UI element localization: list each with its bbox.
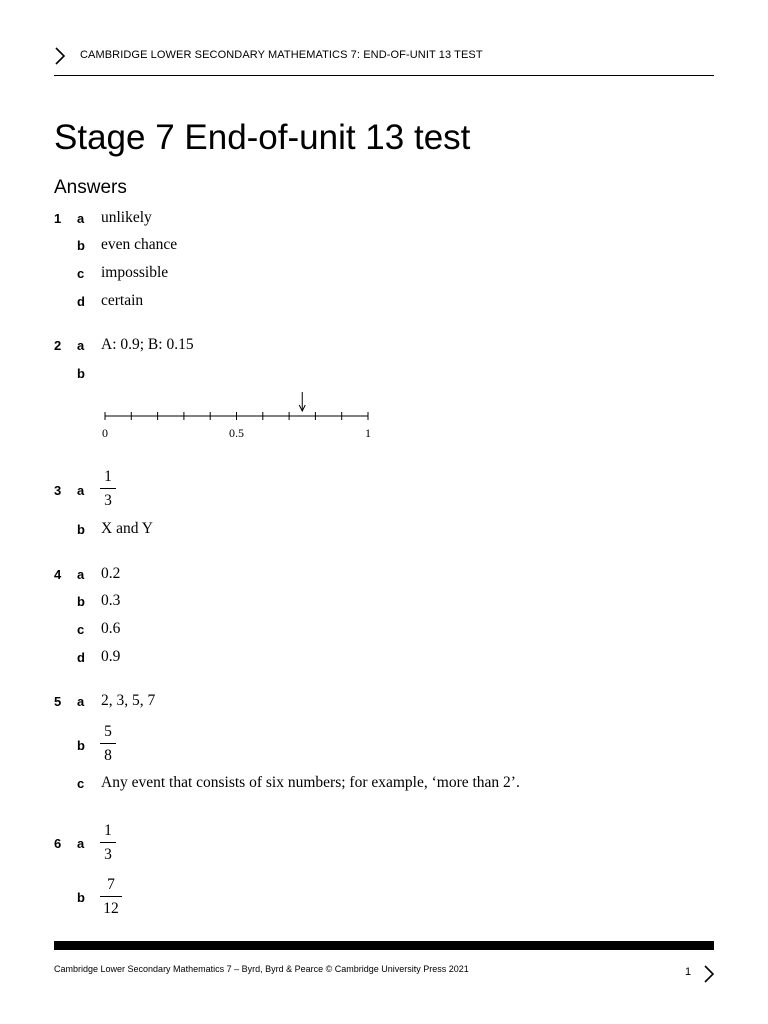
fraction (100, 723, 116, 765)
answer-text: impossible (101, 264, 169, 281)
page-number: 1 (685, 966, 692, 978)
answer-text: 0.6 (101, 620, 121, 637)
tick-label: 0 (102, 426, 108, 440)
answer-text: 0.9 (101, 648, 121, 665)
part-label: d (77, 294, 85, 309)
footer-rule (54, 941, 714, 950)
fraction-denominator: 12 (103, 900, 119, 917)
part-label: a (77, 694, 85, 709)
part-label: c (77, 776, 85, 791)
question-number: 5 (54, 694, 62, 709)
part-label: a (77, 567, 85, 582)
part-label: a (77, 338, 85, 353)
part-label: d (77, 650, 85, 665)
part-label: b (77, 738, 85, 753)
answer-text: 0.2 (101, 565, 121, 582)
part-label: c (77, 622, 85, 637)
part-label: a (77, 836, 85, 851)
question-number: 1 (54, 211, 62, 226)
answer-text: 0.3 (101, 592, 121, 609)
fraction-bar (100, 743, 116, 744)
fraction-bar (100, 488, 116, 489)
fraction-bar (100, 896, 122, 897)
fraction (100, 822, 116, 864)
answer-text: certain (101, 292, 144, 309)
fraction-numerator: 1 (104, 468, 112, 485)
tick-label: 0.5 (229, 426, 244, 440)
fraction-bar (100, 842, 116, 843)
fraction-numerator: 5 (104, 723, 112, 740)
fraction-numerator: 7 (107, 876, 115, 893)
running-header: CAMBRIDGE LOWER SECONDARY MATHEMATICS 7: END-OF-UNIT 13 TEST (80, 49, 483, 61)
tick-label: 1 (365, 426, 371, 440)
chevron-right-icon[interactable] (54, 46, 66, 66)
section-heading: Answers (54, 177, 127, 198)
part-label: b (77, 890, 85, 905)
part-label: b (77, 238, 85, 253)
fraction-numerator: 1 (104, 822, 112, 839)
question-number: 3 (54, 483, 62, 498)
part-label: b (77, 594, 85, 609)
question-number: 6 (54, 836, 62, 851)
footer-copyright: Cambridge Lower Secondary Mathematics 7 – Byrd, Byrd & Pearce © Cambridge University Press 2021 (54, 964, 469, 974)
part-label: c (77, 266, 85, 281)
header-rule (54, 75, 714, 76)
chevron-right-icon[interactable] (703, 964, 715, 984)
page-title: Stage 7 End-of-unit 13 test (54, 118, 471, 157)
answer-text: X and Y (101, 520, 153, 537)
down-arrow-icon (299, 392, 305, 411)
part-label: b (77, 522, 85, 537)
fraction (100, 468, 116, 510)
fraction (100, 876, 122, 918)
answer-text: Any event that consists of six numbers; for example, ‘more than 2’. (101, 774, 520, 791)
answer-text: even chance (101, 236, 178, 253)
answer-text: A: 0.9; B: 0.15 (101, 336, 194, 353)
part-label: b (77, 366, 85, 381)
fraction-denominator: 3 (104, 492, 112, 509)
answer-text: 2, 3, 5, 7 (101, 692, 156, 709)
part-label: a (77, 211, 85, 226)
question-number: 2 (54, 338, 62, 353)
question-number: 4 (54, 567, 62, 582)
answer-text: unlikely (101, 209, 152, 226)
number-line (96, 386, 382, 442)
number-line-labels (102, 426, 371, 440)
fraction-denominator: 3 (104, 846, 112, 863)
part-label: a (77, 483, 85, 498)
fraction-denominator: 8 (104, 747, 112, 764)
